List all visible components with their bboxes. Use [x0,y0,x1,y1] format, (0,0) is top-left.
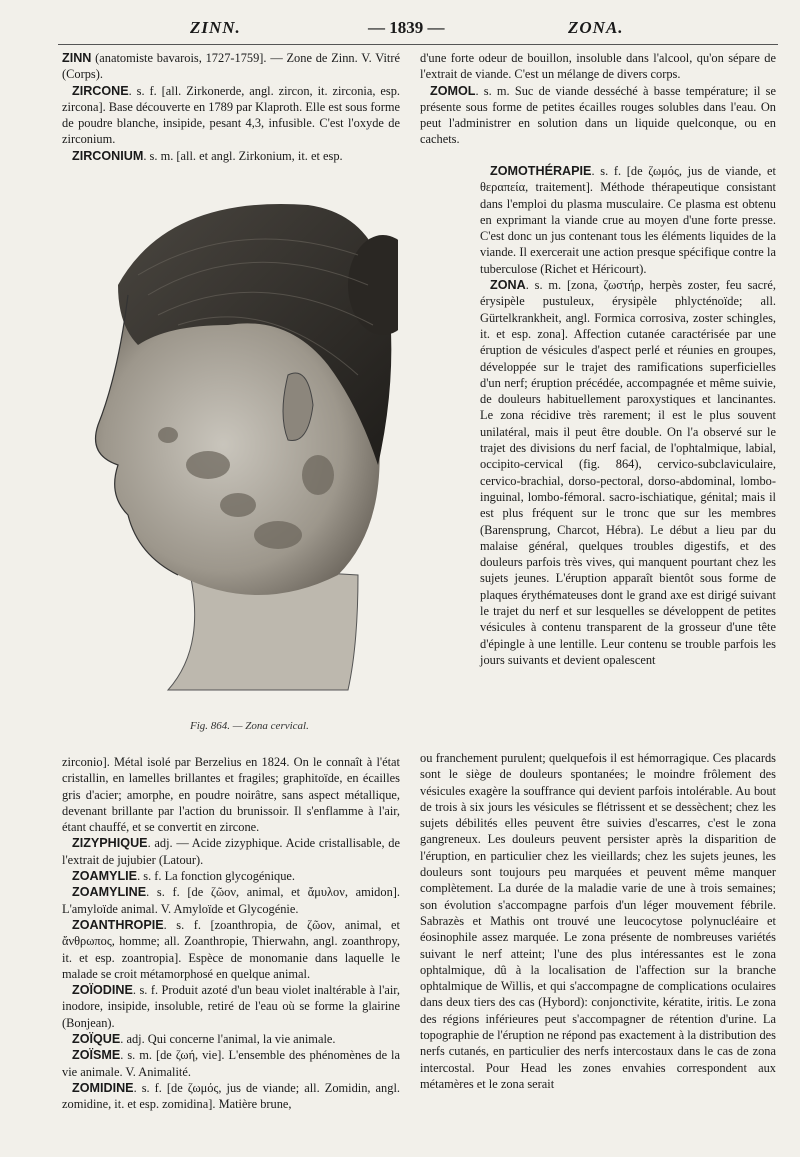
entry-text: . s. f. [all. Zirkonerde, angl. zircon, it. zirconia, esp. zircona]. Base découverte en 1789 par Klaproth. Elle est sous forme de poudre blanche, insipide, pesant 4,3, infusible. C'est l'oxyde de zirconium. [62,83,400,147]
figure-caption: Fig. 864. — Zona cervical. [190,720,309,732]
entry-zona-cont: ou franchement purulent; quelquefois il est hémorragique. Ces placards sont le siège de douleurs spontanées; le moindre frôlement des vésicules exagère la souffrance qui devient parfois intolérable. Au bout de trois à six jours les vésicules se flétrissent et se dessèchent; chez les sujets débilités elles peuvent être suivies d'escarres, c'est le zona gangreneux. Les douleurs peuvent persister après la disparition de l'éruption, en particulier chez les vieillards; chez les sujets jeunes, les douleurs sont toujours peu marquées et peuvent même manquer complètement. La durée de la maladie varie de une à trois semaines; son évolution s'accompagne parfois d'un léger mouvement fébrile. Sabrazès et Mathis ont trouvé une leucocytose polynucléaire et éosinophile assez marquée. Le zona présente de nombreuses variétés suivant le nerf atteint; l'une des plus intéressantes est le zona ophtalmique, dû à la localisation de l'affection sur la branche ophtalmique de Willis, et qui s'accompagne de complications oculaires dans deux tiers des cas (Hybord): conjonctivite, kératite, iritis. Le zona des régions inférieures peut s'accompagner de rétention d'urine. La topographie de l'éruption ne répond pas exactement à la distribution des nerfs cutanés, en particulier des nerfs intercostaux dans le cas de zona intercostal. Pour Head les zones envahies correspondent aux métamères et le zona serait [420,751,776,1091]
right-column-bottom [420,750,776,1092]
entry-text: . s. m. [de ζωή, vie]. L'ensemble des phénomènes de la vie animale. V. Animalité. [62,1048,400,1079]
right-column-top [420,50,776,148]
entry-zirconium [62,148,400,164]
entry-zoanthropie [62,917,400,982]
entry-zinn [62,50,400,83]
headword: ZOÏQUE [72,1032,121,1047]
headword: ZIRCONIUM [72,148,144,163]
entry-zizyphique [62,835,400,868]
entry-zoisme [62,1047,400,1080]
headword: ZOANTHROPIE [72,917,164,932]
header-rule [58,44,778,45]
entry-text: . s. m. Suc de viande desséché à basse température; il se présente sous forme de petites écailles rouges solubles dans l'eau. On peut l'administrer en solution dans un liquide quelconque, ou en cachets. [420,83,776,147]
headword: ZONA [490,278,526,293]
entry-zona [480,277,776,668]
headword: ZOMIDINE [72,1080,134,1095]
running-head-left: ZINN. [190,18,241,37]
entry-zoique [62,1031,400,1047]
headword: ZOMOTHÉRAPIE [490,164,592,178]
entry-text: . s. f. [zoanthropia, de ζῶον, animal, et ἄνθρωπος, homme; all. Zoanthropie, Thierwahn, angl. zoanthropy, it. et esp. zoantropia]. Espèce de monomanie dans laquelle le malade se croit métamorphosé en quelque animal. [62,917,400,981]
headword: ZOAMYLIE [72,869,138,884]
entry-text: . s. m. [zona, ζωστήρ, herpès zoster, feu sacré, érysipèle pustuleux, érysipèle phlycténoïde; all. Gürtelkrankheit, angl. Formica corrosiva, zoster schingles, it. et esp. zona]. Affection cutanée caractérisée par une éruption de vésicules d'aspect perlé et réunies en groupes, développée sur le trajet des ramifications superficielles d'un nerf; éruption précédée, accompagnée et même suivie, de douleurs habituellement paroxystiques et lancinantes. Le zona récidive très rarement; il est le plus souvent unilatéral, mais il peut être double. On l'a observé sur le trajet des divisions du nerf facial, de l'ophtalmique, labial, occipito-cervical (fig. 864), cervico-subclaviculaire, cervico-brachial, dorso-pectoral, dorso-abdominal, lombo-inguinal, lombo-fémoral. sacro-ischiatique, génital; mais il est plus fréquent sur le tronc que sur les membres (Barensprung, Charcot, Hébra). Le début a lieu par du malaise général, quelques troubles digestifs, et des douleurs parfois très vives, qui manquent pourtant chez les sujets jeunes. L'éruption apparaît bientôt sous forme de plaques érythémateuses dont le grand axe est dirigé suivant le trajet du nerf et sur lesquelles se développent de petites vésicules à contenu transparent de la grosseur d'une tête d'épingle à une lentille. Leur contenu se trouble parfois les jours suivants et devient opalescent [480,278,776,667]
page-number: — 1839 — [368,18,445,37]
entry-zomidine [62,1080,400,1113]
entry-text: (anatomiste bavarois, 1727-1759]. — Zone de Zinn. V. Vitré (Corps). [62,51,400,82]
entry-text: . adj. Qui concerne l'animal, la vie animale. [120,1032,336,1047]
left-column-top [62,50,400,164]
entry-zoiodine [62,982,400,1031]
entry-text: . adj. — Acide zizyphique. Acide cristallisable, de l'extrait de jujubier (Latour). [62,836,400,867]
running-head [0,18,800,42]
entry-zoamyline [62,884,400,917]
headword: ZOÏSME [72,1048,121,1063]
headword: ZOÏODINE [72,983,133,998]
left-column-bottom [62,754,400,1113]
entry-text: . s. f. La fonction glycogénique. [137,869,296,884]
entry-text: . s. f. [de ζῶον, animal, et ἄμυλον, amidon]. L'amyloïde animal. V. Amyloïde et Glycogénie. [62,885,400,916]
headword: ZINN [62,51,92,65]
figure-864 [58,175,398,715]
entry-zoamylie [62,868,400,884]
entry-text: . s. f. Produit azoté d'un beau violet inaltérable à l'air, inodore, insipide, insoluble, retiré de l'eau où se forme la glairine (Bonjean). [62,983,400,1030]
headword: ZOMOL [430,83,476,98]
right-column-middle [480,163,776,668]
entry-zirconium-cont: zirconio]. Métal isolé par Berzelius en 1824. On le connaît à l'état cristallin, en lamelles brillantes et fragiles; graphitoïde, en écailles gris d'acier; amorphe, en poudre noirâtre, sans aspect métallique, devenant brillante par l'action du brunissoir. Il s'enflamme à l'air, étant chauffé, et se convertit en zircone. [62,755,400,835]
entry-zomidine-cont: d'une forte odeur de bouillon, insoluble dans l'alcool, qu'on sépare de l'extrait de viande. C'est un mélange de divers corps. [420,51,776,82]
entry-text: . s. f. [de ζωμός, jus de viande, et θεραπεία, traitement]. Méthode thérapeutique consistant dans l'emploi du plasma musculaire. Ce plasma est obtenu en exprimant la viande crue au moyen d'une forte presse. C'est donc un jus contenant tous les éléments liquides de la viande. Il exercerait une action presque spécifique contre la tuberculose (Richet et Héricourt). [480,164,776,276]
entry-text: . s. f. [de ζωμός, jus de viande; all. Zomidin, angl. zomidine, it. et esp. zomidina]. Matière brune, [62,1080,400,1112]
zona-cervical-illustration [58,175,398,695]
running-head-right: ZONA. [568,18,624,37]
entry-zircone [62,83,400,148]
entry-zomotherapie [480,163,776,277]
entry-text: . s. m. [all. et angl. Zirkonium, it. et esp. [143,148,343,163]
headword: ZIRCONE [72,83,129,98]
headword: ZOAMYLINE [72,885,147,900]
headword: ZIZYPHIQUE [72,836,148,851]
entry-zomol [420,83,776,148]
